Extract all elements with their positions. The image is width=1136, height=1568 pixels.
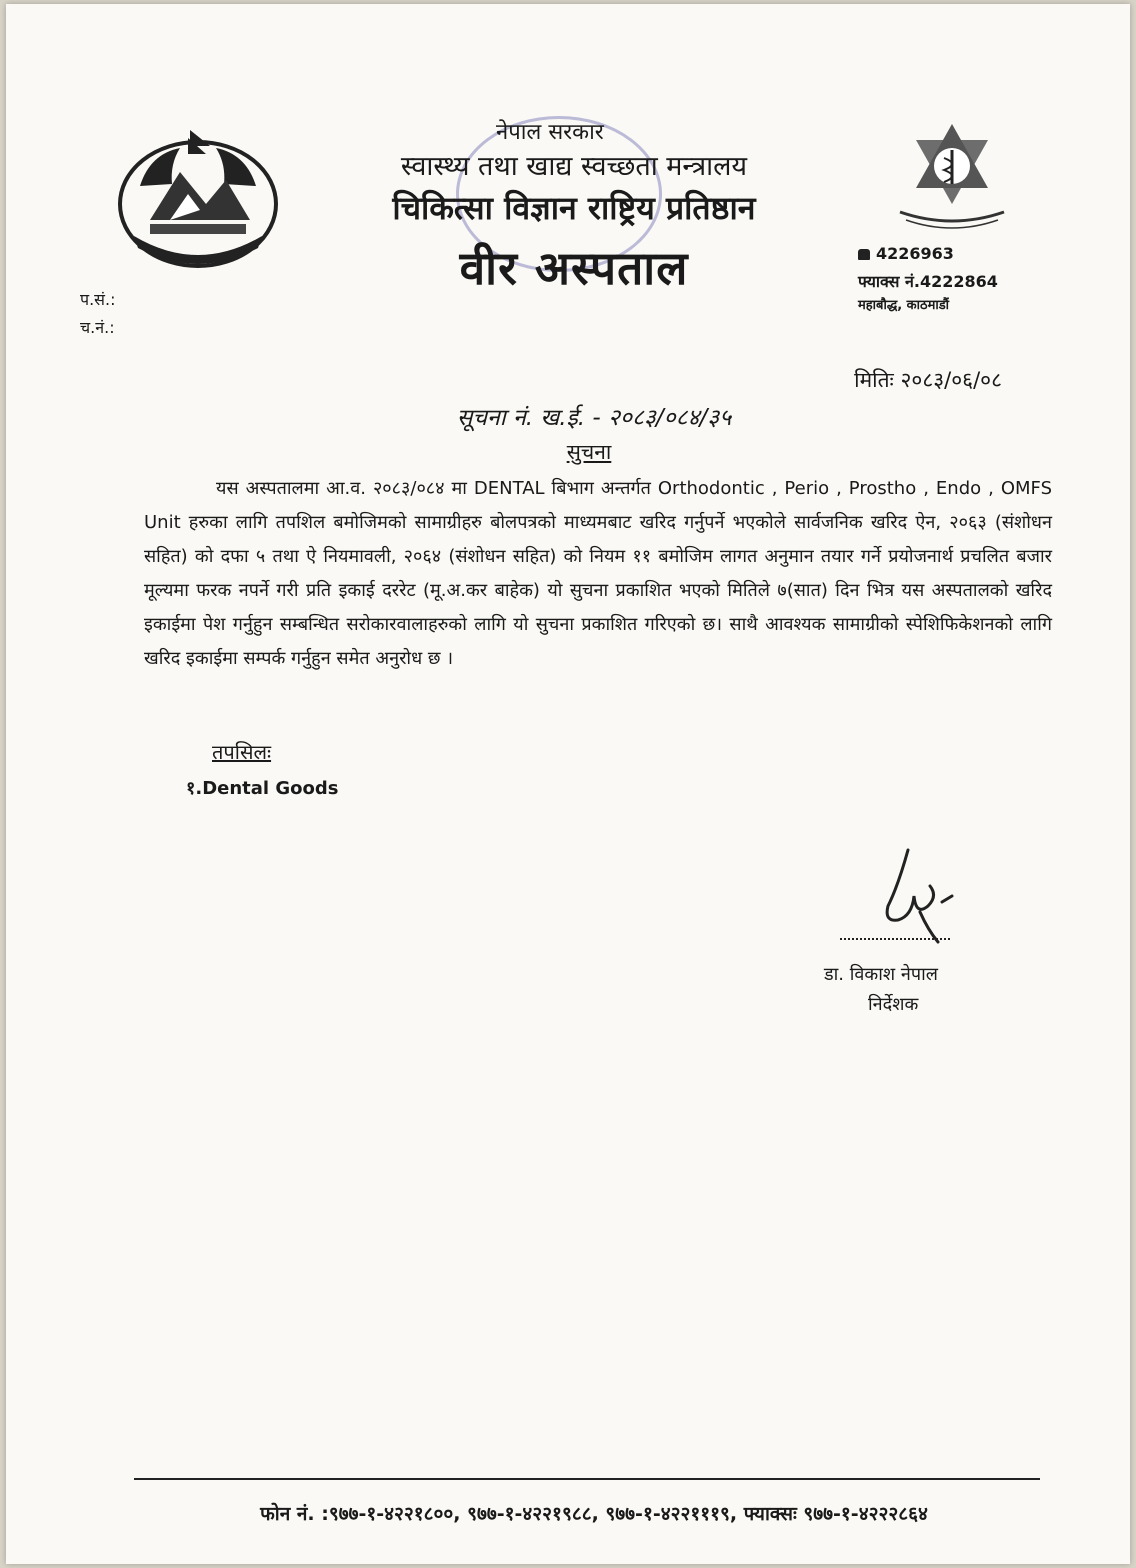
notice-paragraph: यस अस्पतालमा आ.व. २०८३/०८४ मा DENTAL बिभाग अन्तर्गत Orthodontic , Perio , Prostho , Endo , OMFS Unit हरुका लागि तपशिल बमोजिमको सामाग्रीहरु बोलपत्रको माध्यमबाट खरिद गर्नुपर्ने भएकोले सार्वजनिक खरिद ऐन, २०६३ (संशोधन सहित) को दफा ५ तथा ऐ नियमावली, २०६४ (संशोधन सहित) को नियम ११ बमोजिम लागत अनुमान तयार गर्ने प्रयोजनार्थ प्रचलित बजार मूल्यमा फरक नपर्ने गरी प्रति इकाई दररेट (मू.अ.कर बाहेक) यो सुचना प्रकाशित भएको मितिले ७(सात) दिन भित्र यस अस्पतालको खरिद इकाईमा पेश गर्नुहुन सम्बन्धित सरोकारवालाहरुको लागि यो सुचना प्रकाशित गरिएको छ। साथै आवश्यक सामाग्रीको स्पेशिफिकेशनको लागि खरिद इकाईमा सम्पर्क गर्नुहुन समेत अनुरोध छ । xyxy=(144,478,1052,669)
government-name: नेपाल सरकार xyxy=(496,120,604,145)
hospital-name: वीर अस्पताल xyxy=(459,241,689,295)
letter-number-label: प.सं.: xyxy=(80,290,116,309)
notice-number: सूचना नं. ख.ई. - २०८३/०८४/३५ xyxy=(456,405,732,431)
fax-number: फ्याक्स नं.4222864 xyxy=(858,272,998,291)
academy-name: चिकित्सा विज्ञान राष्ट्रिय प्रतिष्ठान xyxy=(392,189,756,227)
notice-title: सुचना xyxy=(566,440,612,464)
notice-body xyxy=(144,472,1052,676)
annex-item: १.Dental Goods xyxy=(186,778,339,799)
dispatch-number-label: च.नं.: xyxy=(80,318,115,337)
notice-date: मितिः २०८३/०६/०८ xyxy=(854,368,1002,392)
signatory-name: डा. विकाश नेपाल xyxy=(824,964,938,985)
letter-page xyxy=(6,4,1130,1564)
footer-divider xyxy=(134,1478,1040,1480)
signature-icon xyxy=(868,846,958,946)
phone-icon xyxy=(858,249,870,260)
phone-number: 4226963 xyxy=(876,244,954,263)
footer-contacts: फोन नं. :९७७-१-४२२१८००, ९७७-१-४२२१९८८, ९७७-१-४२२१११९, फ्याक्सः ९७७-१-४२२२८६४ xyxy=(260,1503,928,1525)
signature-line xyxy=(840,938,950,940)
phone-contact xyxy=(858,244,954,263)
address: महाबौद्ध, काठमाडौं xyxy=(858,298,950,313)
ministry-name: स्वास्थ्य तथा खाद्य स्वच्छता मन्त्रालय xyxy=(400,151,748,182)
signatory-title: निर्देशक xyxy=(868,994,919,1015)
annex-title: तपसिलः xyxy=(212,740,272,764)
